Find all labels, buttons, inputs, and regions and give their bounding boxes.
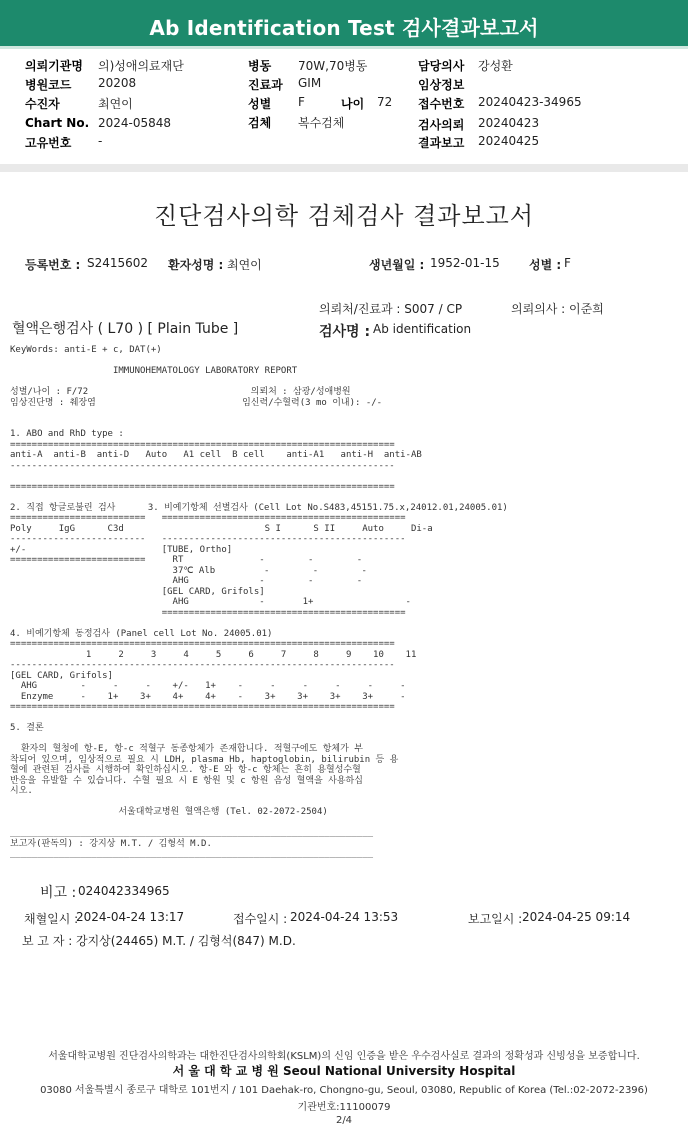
- header-value: 20208: [98, 76, 137, 90]
- dob-value: 1952-01-15: [430, 256, 500, 270]
- draw-value: 2024-04-24 13:17: [76, 910, 185, 924]
- report-line: 서울대학교병원 혈액은행 (Tel. 02-2072-2504): [10, 807, 328, 817]
- reporter-label: 보 고 자 :: [22, 934, 73, 948]
- note-value: 024042334965: [78, 884, 170, 898]
- header-label: 병동: [248, 59, 272, 73]
- header-label: 수진자: [25, 97, 60, 111]
- header-label: 결과보고: [418, 136, 465, 150]
- document-title: 진단검사의학 검체검사 결과보고서: [153, 202, 535, 230]
- report-line: 4. 비예기항체 동정검사 (Panel cell Lot No. 24005.01): [10, 628, 273, 639]
- patient-label: 환자성명 :: [168, 258, 224, 272]
- header-label: 검체: [248, 116, 272, 130]
- header-value: 복수검체: [298, 116, 345, 130]
- report-line: [10, 377, 508, 388]
- header-value: 최연이: [98, 97, 133, 111]
- report-line: =======================================================================: [10, 481, 395, 492]
- report-line: [10, 471, 508, 482]
- note-label: 비고 :: [40, 885, 77, 901]
- report-line: anti-A anti-B anti-D Auto A1 cell B cell anti-A1 anti-H anti-AB: [10, 450, 422, 460]
- header-label: 담당의사: [418, 59, 465, 73]
- report-line: 1. ABO and RhD type :: [10, 429, 124, 439]
- report-line: AHG - - - +/- 1+ - - - - - -: [10, 681, 406, 691]
- recv-value: 2024-04-24 13:53: [290, 910, 399, 924]
- report-line: 37℃ Alb - - -: [10, 565, 367, 576]
- report-line: ___________________________________________________________________: [10, 828, 374, 838]
- report-line: 시오.: [10, 786, 33, 796]
- report-line: Poly IgG C3d S I S II Auto Di-a: [10, 523, 433, 534]
- report-line: [10, 713, 508, 724]
- header-label: 의뢰기관명: [25, 59, 83, 73]
- report-line: ========================= =============================================: [10, 513, 406, 523]
- report-line: [GEL CARD, Grifols]: [10, 670, 113, 681]
- section-divider: [0, 164, 688, 172]
- draw-label: 채혈일시 :: [24, 912, 79, 926]
- test-name-value: Ab identification: [373, 322, 472, 336]
- report-line: 착되어 있으며, 임상적으로 필요 시 LDH, plasma Hb, haptoglobin, bilirubin 등 용: [10, 754, 399, 765]
- report-line: [GEL CARD, Grifols]: [10, 586, 265, 597]
- report-line: 2. 직접 항글로불린 검사 3. 비예기항체 선별검사 (Cell Lot No.S483,45151.75.x,24012.01,24005.01): [10, 502, 508, 513]
- reg-value: S2415602: [87, 256, 149, 270]
- lab-report-body: [10, 345, 508, 860]
- report-banner: [0, 0, 688, 49]
- header-label: Chart No.: [25, 116, 90, 130]
- test-group: 혈액은행검사 ( L70 ) [ Plain Tube ]: [12, 321, 239, 337]
- report-line: [10, 356, 508, 367]
- report-date-label: 보고일시 :: [468, 912, 523, 926]
- report-line: ========================= RT - - -: [10, 555, 363, 565]
- report-line: [10, 818, 508, 829]
- dob-label: 생년월일 :: [369, 258, 425, 272]
- doctor-info: 의뢰의사 : 이준희: [511, 302, 604, 316]
- report-line: 혈에 관련된 검사를 시행하여 확인하십시오. 항-E 와 항-c 항체는 흔히 용혈성수혈: [10, 765, 361, 775]
- header-value: 70W,70병동: [298, 59, 368, 73]
- test-name-label: 검사명 :: [319, 324, 371, 340]
- report-line: [10, 734, 508, 745]
- page-number: 2/4: [335, 1115, 353, 1126]
- report-line: AHG - - -: [10, 576, 363, 586]
- report-line: KeyWords: anti-E + c, DAT(+): [10, 345, 162, 355]
- footer-institution-number: 기관번호:11100079: [297, 1102, 391, 1113]
- header-label: 성별: [248, 97, 272, 111]
- header-value: 20240425: [478, 134, 540, 148]
- report-line: =======================================================================: [10, 702, 395, 712]
- header-label: 진료과: [248, 78, 283, 92]
- header-label: 접수번호: [418, 97, 465, 111]
- banner-title: Ab Identification Test 검사결과보고서: [149, 16, 539, 40]
- header-value: 강성환: [478, 59, 513, 73]
- age-label: 나이: [341, 97, 365, 111]
- sex-value: F: [564, 256, 571, 270]
- report-line: ___________________________________________________________________: [10, 849, 374, 859]
- report-line: IMMUNOHEMATOLOGY LABORATORY REPORT: [10, 366, 298, 376]
- report-line: AHG - 1+ -: [10, 597, 411, 607]
- patient-value: 최연이: [227, 258, 262, 272]
- report-line: =======================================================================: [10, 639, 395, 649]
- header-value: 의)성애의료재단: [98, 59, 184, 73]
- report-line: -----------------------------------------------------------------------: [10, 460, 395, 471]
- report-line: [10, 492, 508, 503]
- report-line: ------------------------- ---------------------------------------------: [10, 534, 406, 544]
- report-line: -----------------------------------------------------------------------: [10, 660, 395, 670]
- report-line: 1 2 3 4 5 6 7 8 9 10 11: [10, 649, 417, 660]
- header-label: 임상정보: [418, 78, 465, 92]
- report-line: [10, 618, 508, 629]
- header-value: 20240423-34965: [478, 95, 582, 109]
- header-label: 병원코드: [25, 78, 72, 92]
- footer-hospital-name: 서 울 대 학 교 병 원 Seoul National University Hospital: [172, 1064, 516, 1078]
- report-line: 5. 결론: [10, 723, 44, 733]
- header-value: GIM: [298, 76, 322, 90]
- report-line: Enzyme - 1+ 3+ 4+ 4+ - 3+ 3+ 3+ 3+ -: [10, 691, 406, 702]
- footer-certification: 서울대학교병원 진단검사의학과는 대한진단검사의학회(KSLM)의 신임 인증을 받은 우수검사실로 결과의 정확성과 신빙성을 보증합니다.: [48, 1051, 640, 1062]
- age-value: 72: [377, 95, 393, 109]
- header-value: -: [98, 134, 103, 148]
- sex-label: 성별 :: [529, 258, 562, 272]
- report-line: +/- [TUBE, Ortho]: [10, 544, 233, 555]
- header-value: F: [298, 95, 305, 109]
- header-value: 20240423: [478, 116, 540, 130]
- report-line: =============================================: [10, 607, 406, 618]
- report-line: [10, 408, 508, 419]
- dept-info: 의뢰처/진료과 : S007 / CP: [319, 302, 463, 316]
- report-line: 보고자(판독의) : 강지상 M.T. / 김형석 M.D.: [10, 838, 212, 849]
- report-line: =======================================================================: [10, 439, 395, 450]
- report-line: [10, 419, 508, 430]
- footer-address: 03080 서울특별시 종로구 대학로 101번지 / 101 Daehak-ro, Chongno-gu, Seoul, 03080, Republic of Korea (Tel.:02-2072-2396): [40, 1085, 648, 1096]
- report-line: 반응을 유발할 수 있습니다. 수혈 필요 시 E 항원 및 c 항원 음성 혈액을 사용하십: [10, 775, 363, 786]
- report-line: 환자의 혈청에 항-E, 항-c 적혈구 동종항체가 존재합니다. 적혈구에도 항체가 부: [10, 744, 363, 754]
- reporter-value: 강지상(24465) M.T. / 김형석(847) M.D.: [76, 934, 296, 948]
- reg-label: 등록번호 :: [25, 258, 81, 272]
- header-label: 고유번호: [25, 136, 72, 150]
- report-line: 임상진단명 : 췌장염 임신력/수혈력(3 mo 이내): -/-: [10, 397, 383, 408]
- report-line: 성별/나이 : F/72 의뢰처 : 삼광/성애병원: [10, 387, 351, 397]
- report-date-value: 2024-04-25 09:14: [522, 910, 631, 924]
- header-label: 검사의뢰: [418, 118, 465, 132]
- report-line: [10, 797, 508, 808]
- header-value: 2024-05848: [98, 116, 172, 130]
- recv-label: 접수일시 :: [233, 912, 288, 926]
